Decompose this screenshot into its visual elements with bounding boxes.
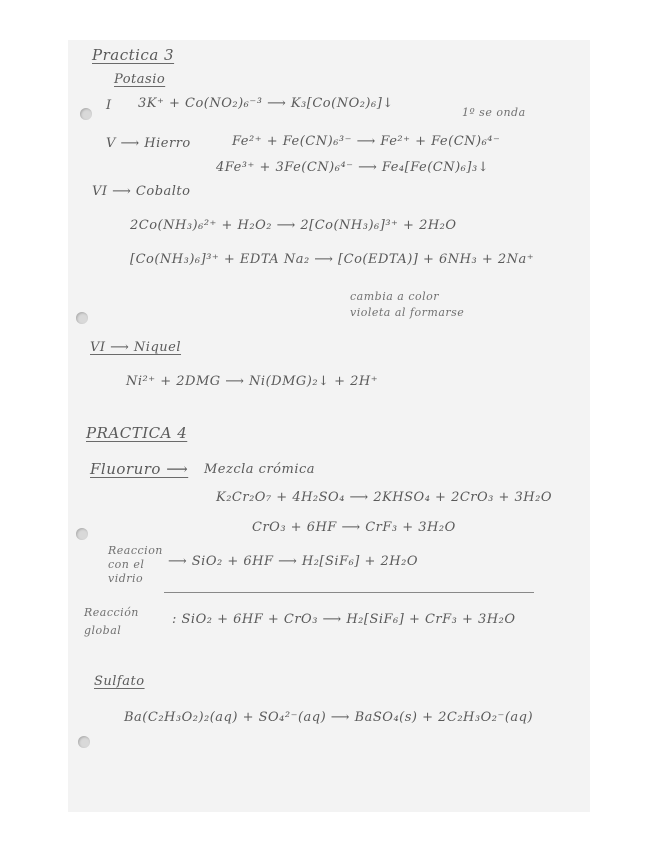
- divider: [164, 592, 534, 593]
- heading-potasio: Potasio: [114, 72, 166, 87]
- binder-hole: [80, 108, 92, 120]
- equation-vidrio: ⟶ SiO₂ + 6HF ⟶ H₂[SiF₆] + 2H₂O: [168, 554, 419, 569]
- label-reaccion-global-1: Reacción: [84, 606, 139, 619]
- label-reaccion-vidrio-2: con el: [108, 558, 145, 571]
- equation-hierro-1: Fe²⁺ + Fe(CN)₆³⁻ ⟶ Fe²⁺ + Fe(CN)₆⁴⁻: [232, 134, 501, 149]
- heading-practica-3: Practica 3: [92, 46, 175, 64]
- label-reaccion-global-2: global: [84, 624, 122, 637]
- label-reaccion-vidrio-1: Reaccion: [108, 544, 163, 557]
- binder-hole: [78, 736, 90, 748]
- heading-hierro: V ⟶ Hierro: [106, 136, 191, 151]
- heading-cobalto: VI ⟶ Cobalto: [92, 184, 191, 199]
- equation-global: : SiO₂ + 6HF + CrO₃ ⟶ H₂[SiF₆] + CrF₃ + 3H₂O: [172, 612, 516, 627]
- equation-cobalto-1: 2Co(NH₃)₆²⁺ + H₂O₂ ⟶ 2[Co(NH₃)₆]³⁺ + 2H₂O: [130, 218, 457, 233]
- equation-cromica-2: CrO₃ + 6HF ⟶ CrF₃ + 3H₂O: [252, 520, 456, 535]
- label-reaccion-vidrio-3: vidrio: [108, 572, 144, 585]
- heading-sulfato: Sulfato: [94, 674, 145, 689]
- equation-sulfato: Ba(C₂H₃O₂)₂(aq) + SO₄²⁻(aq) ⟶ BaSO₄(s) + 2C₂H₃O₂⁻(aq): [124, 710, 534, 725]
- annotation-onda: 1º se onda: [462, 106, 526, 119]
- heading-practica-4: PRACTICA 4: [86, 424, 188, 442]
- equation-cobalto-2: [Co(NH₃)₆]³⁺ + EDTA Na₂ ⟶ [Co(EDTA)] + 6NH₃ + 2Na⁺: [130, 252, 535, 267]
- binder-hole: [76, 528, 88, 540]
- notebook-page: [68, 40, 590, 812]
- annotation-color-1: cambia a color: [350, 290, 440, 303]
- annotation-color-2: violeta al formarse: [350, 306, 465, 319]
- equation-niquel: Ni²⁺ + 2DMG ⟶ Ni(DMG)₂↓ + 2H⁺: [126, 374, 379, 389]
- equation-cromica-1: K₂Cr₂O₇ + 4H₂SO₄ ⟶ 2KHSO₄ + 2CrO₃ + 3H₂O: [216, 490, 553, 505]
- label-mezcla-cromica: Mezcla crómica: [204, 462, 316, 477]
- heading-niquel: VI ⟶ Niquel: [90, 340, 182, 355]
- equation-potasio: 3K⁺ + Co(NO₂)₆⁻³ ⟶ K₃[Co(NO₂)₆]↓: [138, 96, 394, 111]
- binder-hole: [76, 312, 88, 324]
- roman-label: I: [106, 98, 112, 113]
- heading-fluoruro: Fluoruro ⟶: [90, 460, 189, 478]
- equation-hierro-2: 4Fe³⁺ + 3Fe(CN)₆⁴⁻ ⟶ Fe₄[Fe(CN)₆]₃↓: [216, 160, 490, 175]
